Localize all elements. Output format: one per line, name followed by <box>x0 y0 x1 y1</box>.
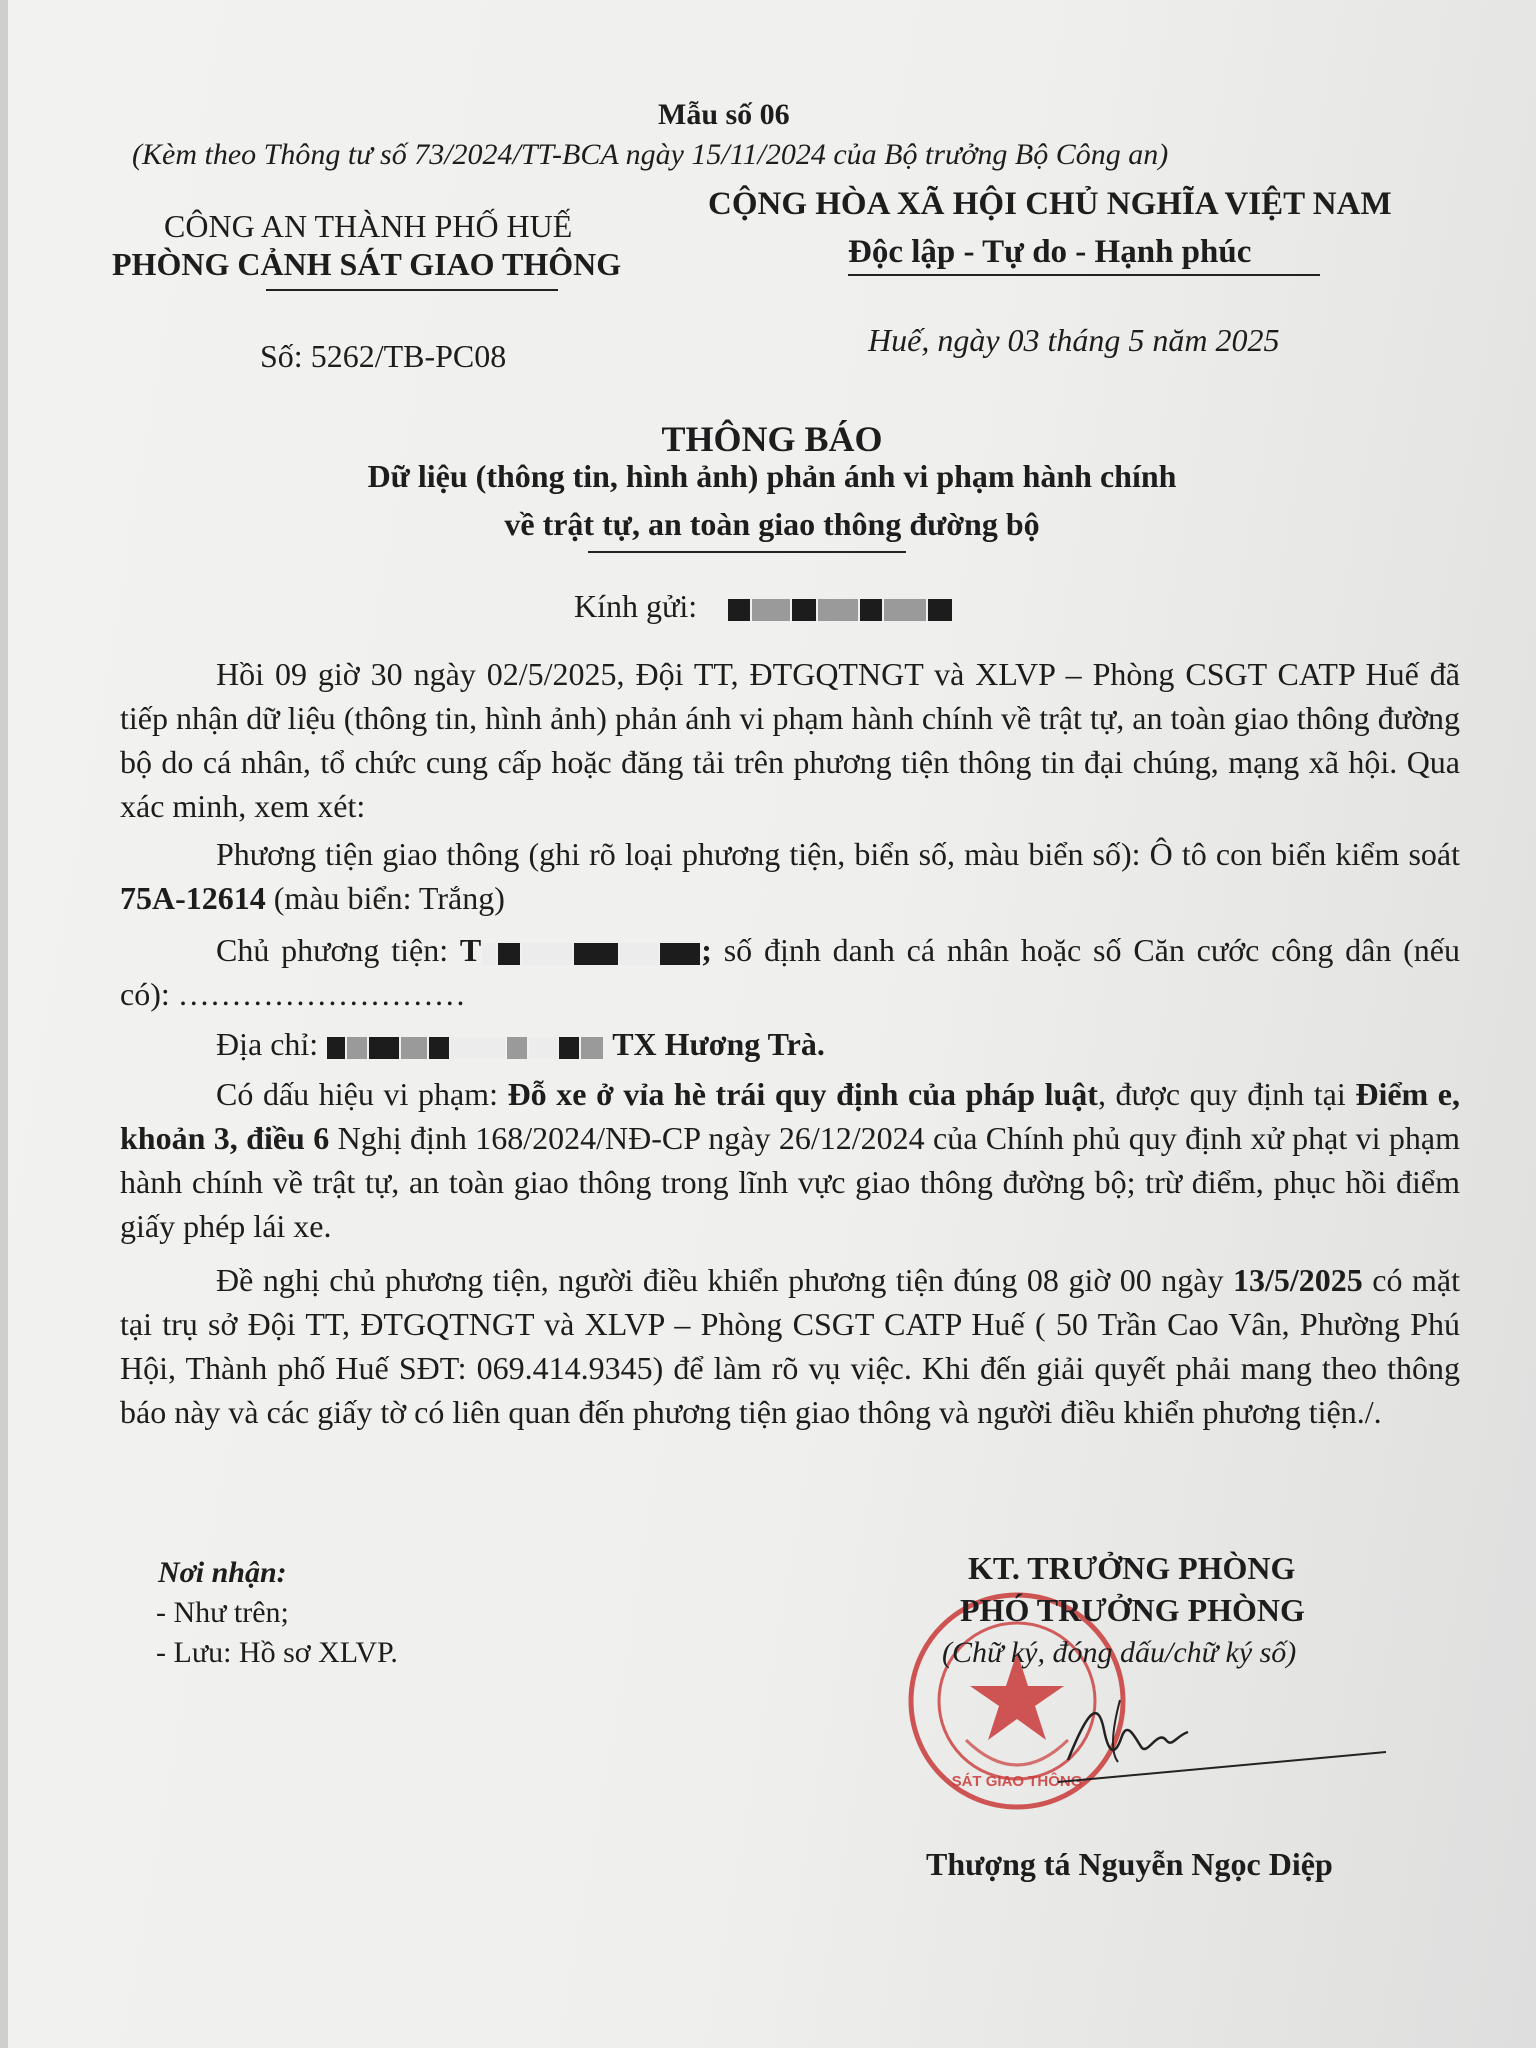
document-subtitle-1: Dữ liệu (thông tin, hình ảnh) phản ánh vi phạm hành chính <box>367 458 1177 494</box>
handwritten-signature <box>1048 1690 1408 1790</box>
document-subtitle-2: về trật tự, an toàn giao thông đường bộ <box>504 506 1040 542</box>
license-plate: 75A-12614 <box>120 880 266 916</box>
recipient-label: Kính gửi: <box>574 588 698 624</box>
receiver-item: - Như trên; <box>156 1596 289 1629</box>
motto-underline <box>848 274 1320 276</box>
body-text <box>120 652 1460 1434</box>
violation-clause: Điểm e, khoản 3, điều 6 <box>120 1076 1460 1156</box>
signer-title-2: PHÓ TRƯỞNG PHÒNG <box>960 1592 1305 1628</box>
recipient-redacted <box>727 588 953 624</box>
owner-redacted <box>481 932 701 968</box>
violation-description: Đỗ xe ở vỉa hè trái quy định của pháp luật <box>507 1076 1098 1112</box>
paragraph-request: Đề nghị chủ phương tiện, người điều khiển phương tiện đúng 08 giờ 00 ngày 13/5/2025 có mặt tại trụ sở Đội TT, ĐTGQTNGT và XLVP – Phòng CSGT CATP Huế ( 50 Trần Cao Vân, Phường Phú Hội, Thành phố Huế SĐT: 069.414.9345) để làm rõ vụ việc. Khi đến giải quyết phải mang theo thông báo này và các giấy tờ có liên quan đến phương tiện giao thông và người điều khiển phương tiện./. <box>120 1262 1460 1430</box>
paragraph-address: Địa chỉ: TX Hương Trà. <box>216 1026 825 1062</box>
subtitle-underline <box>588 551 906 553</box>
document-title: THÔNG BÁO <box>661 419 883 459</box>
form-number: Mẫu số 06 <box>658 98 790 131</box>
document-number: Số: 5262/TB-PC08 <box>260 338 507 374</box>
department-name: PHÒNG CẢNH SÁT GIAO THÔNG <box>112 246 622 282</box>
document-page <box>8 0 1536 2048</box>
receivers-label: Nơi nhận: <box>158 1556 287 1589</box>
department-underline <box>266 289 558 291</box>
signature-note: (Chữ ký, đóng dấu/chữ ký số) <box>942 1636 1297 1669</box>
paragraph-violation: Có dấu hiệu vi phạm: Đỗ xe ở vỉa hè trái quy định của pháp luật, được quy định tại Điểm e, khoản 3, điều 6 Nghị định 168/2024/NĐ-CP ngày 26/12/2024 của Chính phủ quy định xử phạt vi phạm hành chính về trật tự, an toàn giao thông trong lĩnh vực giao thông đường bộ; trừ điểm, phục hồi điểm giấy phép lái xe. <box>120 1076 1461 1244</box>
paragraph-intake: Hồi 09 giờ 30 ngày 02/5/2025, Đội TT, ĐTGQTNGT và XLVP – Phòng CSGT CATP Huế đã tiếp nhận dữ liệu (thông tin, hình ảnh) phản ánh vi phạm hành chính về trật tự, an toàn giao thông đường bộ do cá nhân, tổ chức cung cấp hoặc đăng tải trên phương tiện thông tin đại chúng, mạng xã hội. Qua xác minh, xem xét: <box>120 656 1460 824</box>
signer-title-1: KT. TRƯỞNG PHÒNG <box>968 1550 1296 1586</box>
form-reference: (Kèm theo Thông tư số 73/2024/TT-BCA ngày 15/11/2024 của Bộ trưởng Bộ Công an) <box>132 138 1169 171</box>
address-redacted <box>326 1026 604 1062</box>
seal-text: SÁT GIAO THÔNG <box>951 1773 1083 1790</box>
paragraph-owner: Chủ phương tiện: T ; số định danh cá nhân hoặc số Căn cước công dân (nếu có): ……………………… <box>120 932 1461 1012</box>
agency-name: CÔNG AN THÀNH PHỐ HUẾ <box>164 208 573 244</box>
motto: Độc lập - Tự do - Hạnh phúc <box>848 234 1252 270</box>
issue-date: Huế, ngày 03 tháng 5 năm 2025 <box>868 322 1280 358</box>
signer-name: Thượng tá Nguyễn Ngọc Diệp <box>926 1846 1333 1882</box>
recipient-line <box>574 588 953 625</box>
appointment-date: 13/5/2025 <box>1233 1262 1363 1298</box>
receiver-item: - Lưu: Hồ sơ XLVP. <box>156 1636 398 1669</box>
country-name: CỘNG HÒA XÃ HỘI CHỦ NGHĨA VIỆT NAM <box>708 186 1392 222</box>
paragraph-vehicle: Phương tiện giao thông (ghi rõ loại phương tiện, biển số, màu biển số): Ô tô con biển kiểm soát 75A-12614 (màu biển: Trắng) <box>120 836 1460 916</box>
